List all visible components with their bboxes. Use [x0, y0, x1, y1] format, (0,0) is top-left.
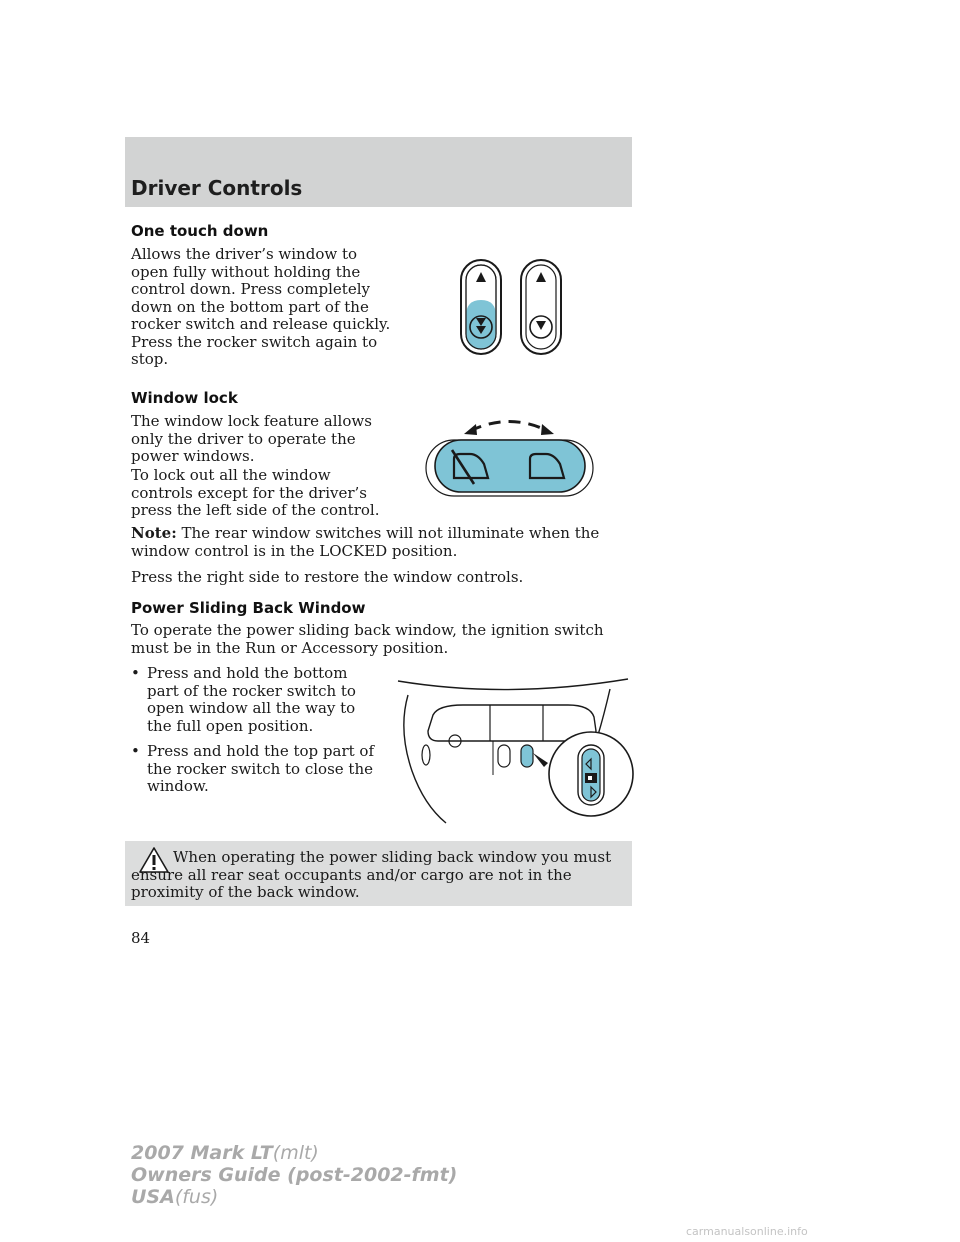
window-lock-paragraph-1: The window lock feature allows only the driver to operate the power windows. — [131, 412, 372, 465]
heading-power-sliding-back-window: Power Sliding Back Window — [131, 599, 366, 617]
note-text: The rear window switches will not illuminate when the window control is in the LOCKED position. — [131, 524, 600, 560]
window-lock-paragraph-2: To lock out all the window controls except for the driver’s press the left side of the control. — [131, 466, 380, 519]
window-lock-switch-illustration — [422, 410, 597, 500]
heading-one-touch-down: One touch down — [131, 222, 269, 240]
note-label: Note: — [131, 524, 177, 542]
footer-line-2: Owners Guide (post-2002-fmt) — [131, 1164, 458, 1186]
one-touch-paragraph: Allows the driver’s window to open fully without holding the control down. Press completely down on the bottom part of the rocker switch and release quickly. Press the rocker switch again to stop. — [131, 245, 391, 368]
bullet-list — [131, 665, 383, 796]
restore-paragraph: Press the right side to restore the window controls. — [131, 568, 524, 586]
watermark: carmanualsonline.info — [686, 1225, 808, 1238]
footer-market: USA — [131, 1186, 175, 1208]
heading-window-lock: Window lock — [131, 389, 238, 407]
bullet-marker: • — [131, 742, 140, 760]
footer-model-code: (mlt) — [272, 1142, 319, 1164]
bullet-marker: • — [131, 664, 140, 682]
list-item — [131, 743, 383, 796]
note-paragraph — [131, 525, 631, 560]
list-item — [131, 665, 383, 735]
document-footer — [131, 1142, 457, 1208]
footer-model: 2007 Mark LT — [131, 1142, 273, 1164]
bullet-text: Press and hold the bottom part of the rocker switch to open window all the way to the full open position. — [147, 664, 356, 735]
one-touch-switch-illustration — [455, 258, 575, 358]
sliding-window-console-illustration — [398, 675, 638, 830]
footer-line-3 — [131, 1186, 457, 1208]
section-title: Driver Controls — [131, 176, 303, 200]
footer-line-1 — [131, 1142, 457, 1164]
bullet-text: Press and hold the top part of the rocker switch to close the window. — [147, 742, 374, 795]
warning-text: When operating the power sliding back window you must ensure all rear seat occupants and/or cargo are not in the proximity of the back window. — [131, 848, 612, 901]
page-number: 84 — [131, 929, 151, 947]
sliding-window-intro: To operate the power sliding back window, the ignition switch must be in the Run or Accessory position. — [131, 621, 604, 657]
footer-market-code: (fus) — [174, 1186, 219, 1208]
